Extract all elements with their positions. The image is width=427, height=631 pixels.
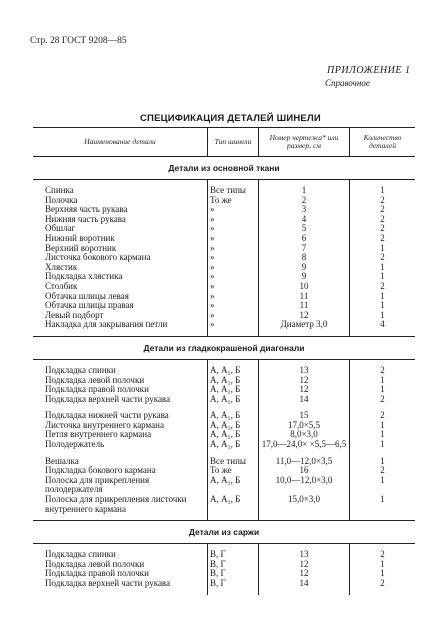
page-header: Стр. 28 ГОСТ 9208—85	[30, 36, 127, 46]
cell-type: »	[208, 272, 259, 282]
cell-type: Все типы	[208, 180, 259, 196]
cell-drawing: 16	[259, 466, 350, 476]
col-header-qty: Количество деталей	[350, 128, 416, 157]
section-title: Детали из гладкокрашеной диагонали	[33, 336, 415, 359]
cell-name: Полочка	[45, 194, 78, 205]
cell-name: Подкладка хлястика	[45, 271, 123, 282]
cell-drawing: 14	[259, 579, 350, 595]
cell-name: Вешалка	[45, 455, 79, 466]
cell-type: »	[208, 263, 259, 273]
cell-drawing: 1	[259, 180, 350, 196]
cell-name: Подкладка верхней части рукава	[45, 393, 171, 404]
cell-drawing: 17,0×5,5	[259, 421, 350, 431]
appendix-subtitle: Справочное	[325, 78, 370, 88]
section-header-row	[33, 521, 415, 544]
table-row	[33, 320, 415, 336]
cell-type: То же	[208, 466, 259, 476]
cell-drawing: 12	[259, 560, 350, 570]
table-header-row	[33, 128, 415, 157]
col-header-name: Наименование детали	[33, 128, 208, 157]
section-title: Детали из основной ткани	[33, 157, 415, 180]
cell-type: »	[208, 253, 259, 263]
cell-name: Верхний воротник	[45, 242, 117, 253]
cell-type: А, А₁, Б	[208, 404, 259, 421]
cell-drawing: 13	[259, 544, 350, 560]
cell-drawing: 15,0×3,0	[259, 495, 350, 521]
cell-type: »	[208, 282, 259, 292]
cell-drawing: 2	[259, 196, 350, 206]
table-row	[33, 180, 415, 196]
cell-drawing: 7	[259, 244, 350, 254]
spec-table	[33, 127, 415, 595]
cell-name: Полодержатель	[45, 439, 105, 450]
cell-type: В, Г	[208, 579, 259, 595]
cell-drawing: 12	[259, 376, 350, 386]
cell-drawing: 12	[259, 569, 350, 579]
cell-name: Листочка внутреннего кармана	[45, 419, 164, 430]
spec-title: СПЕЦИФИКАЦИЯ ДЕТАЛЕЙ ШИНЕЛИ	[140, 113, 321, 124]
cell-qty: 2	[350, 253, 416, 263]
cell-drawing: 10,0—12,0×3,0	[259, 476, 350, 495]
table-row	[33, 495, 415, 521]
cell-type: В, Г	[208, 560, 259, 570]
cell-name: Обтачка шлицы левая	[45, 290, 129, 301]
table-row	[33, 544, 415, 560]
cell-qty: 1	[350, 376, 416, 386]
cell-type: А, А₁, Б	[208, 476, 259, 495]
cell-name: Спинка	[45, 185, 74, 195]
cell-type: »	[208, 215, 259, 225]
cell-qty: 2	[350, 544, 416, 560]
cell-type: »	[208, 311, 259, 321]
cell-qty: 1	[350, 560, 416, 570]
cell-drawing: 5	[259, 224, 350, 234]
cell-qty: 1	[350, 272, 416, 282]
cell-qty: 1	[350, 476, 416, 495]
cell-name: Петля внутреннего кармана	[45, 429, 152, 440]
cell-qty: 2	[350, 282, 416, 292]
section-header-row	[33, 157, 415, 180]
section-header-row	[33, 336, 415, 359]
cell-qty: 1	[350, 263, 416, 273]
cell-type: »	[208, 301, 259, 311]
cell-drawing: Диаметр 3,0	[259, 320, 350, 336]
cell-drawing: 6	[259, 234, 350, 244]
cell-drawing: 9	[259, 272, 350, 282]
cell-qty: 1	[350, 244, 416, 254]
cell-name: Нижний воротник	[45, 232, 115, 243]
cell-name: Обтачка шлицы правая	[45, 300, 134, 311]
appendix-title: ПРИЛОЖЕНИЕ 1	[327, 65, 411, 76]
cell-name: Подкладка левой полочки	[45, 374, 145, 385]
cell-type: »	[208, 292, 259, 302]
cell-qty: 1	[350, 450, 416, 467]
table-row	[33, 579, 415, 595]
cell-qty: 1	[350, 180, 416, 196]
table-row	[33, 395, 415, 405]
cell-name: Левый подборт	[45, 309, 104, 320]
cell-name: Подкладка верхней части рукава	[45, 578, 171, 588]
cell-type: А, А₁, Б	[208, 430, 259, 440]
cell-name: Листочка бокового кармана	[45, 252, 151, 263]
cell-type: Все типы	[208, 450, 259, 467]
cell-name: Столбик	[45, 280, 78, 291]
cell-name: Нижняя часть рукава	[45, 213, 126, 224]
spec-table-body	[33, 157, 415, 595]
cell-type: А, А₁, Б	[208, 376, 259, 386]
table-row	[33, 450, 415, 467]
cell-qty: 2	[350, 224, 416, 234]
cell-name: Обшлаг	[45, 223, 76, 234]
cell-type: »	[208, 205, 259, 215]
cell-qty: 4	[350, 320, 416, 336]
cell-name: Хлястик	[45, 261, 78, 272]
cell-name: Накладка для закрывания петли	[45, 319, 168, 330]
cell-drawing: 8,0×3,0	[259, 430, 350, 440]
cell-type: А, А₁, Б	[208, 359, 259, 375]
cell-qty: 2	[350, 234, 416, 244]
cell-name: Подкладка левой полочки	[45, 558, 145, 569]
cell-drawing: 11	[259, 301, 350, 311]
cell-qty: 2	[350, 215, 416, 225]
cell-drawing: 17,0—24,0× ×5,5—6,5	[259, 440, 350, 450]
cell-qty: 2	[350, 205, 416, 215]
cell-drawing: 11,0—12,0×3,5	[259, 450, 350, 467]
table-row	[33, 440, 415, 450]
cell-drawing: 10	[259, 282, 350, 292]
cell-type: »	[208, 244, 259, 254]
cell-type: »	[208, 234, 259, 244]
cell-qty: 1	[350, 440, 416, 450]
cell-drawing: 14	[259, 395, 350, 405]
cell-drawing: 11	[259, 292, 350, 302]
cell-qty: 1	[350, 311, 416, 321]
cell-qty: 1	[350, 430, 416, 440]
cell-name: Подкладка нижней части рукава	[45, 410, 169, 421]
cell-name: Полоска для прикрепления полодержателя	[45, 474, 150, 495]
cell-qty: 2	[350, 466, 416, 476]
cell-name: Подкладка правой полочки	[45, 568, 149, 579]
cell-name: Полоска для прикрепления листочки внутреннего кармана	[45, 494, 187, 514]
cell-type: В, Г	[208, 569, 259, 579]
cell-qty: 1	[350, 421, 416, 431]
col-header-drawing: Номер чертежа* или размер, см	[259, 128, 350, 157]
cell-qty: 2	[350, 579, 416, 595]
cell-type: А, А₁, Б	[208, 385, 259, 395]
cell-type: »	[208, 320, 259, 336]
cell-name: Подкладка бокового кармана	[45, 465, 156, 476]
cell-type: А, А₁, Б	[208, 440, 259, 450]
cell-type: То же	[208, 196, 259, 206]
cell-type: А, А₁, Б	[208, 421, 259, 431]
table-row	[33, 476, 415, 495]
cell-drawing: 3	[259, 205, 350, 215]
cell-drawing: 15	[259, 404, 350, 421]
cell-type: А, А₁, Б	[208, 395, 259, 405]
cell-name: Верхняя часть рукава	[45, 204, 128, 215]
cell-qty: 1	[350, 385, 416, 395]
cell-qty: 2	[350, 404, 416, 421]
section-title: Детали из саржи	[33, 521, 415, 544]
cell-qty: 1	[350, 292, 416, 302]
table-row	[33, 404, 415, 421]
table-row	[33, 272, 415, 282]
cell-qty: 1	[350, 301, 416, 311]
cell-type: А, А₁, Б	[208, 495, 259, 521]
cell-drawing: 12	[259, 385, 350, 395]
cell-name: Подкладка спинки	[45, 364, 116, 375]
cell-drawing: 12	[259, 311, 350, 321]
cell-qty: 2	[350, 359, 416, 375]
cell-type: В, Г	[208, 544, 259, 560]
cell-qty: 1	[350, 569, 416, 579]
cell-name: Подкладка правой полочки	[45, 384, 149, 395]
cell-drawing: 8	[259, 253, 350, 263]
cell-qty: 2	[350, 395, 416, 405]
cell-qty: 1	[350, 495, 416, 521]
table-row	[33, 359, 415, 375]
col-header-type: Тип шинели	[208, 128, 259, 157]
cell-qty: 2	[350, 196, 416, 206]
table-row	[33, 253, 415, 263]
cell-drawing: 9	[259, 263, 350, 273]
cell-name: Подкладка спинки	[45, 549, 116, 560]
cell-type: »	[208, 224, 259, 234]
table-row	[33, 215, 415, 225]
cell-drawing: 13	[259, 359, 350, 375]
cell-drawing: 4	[259, 215, 350, 225]
